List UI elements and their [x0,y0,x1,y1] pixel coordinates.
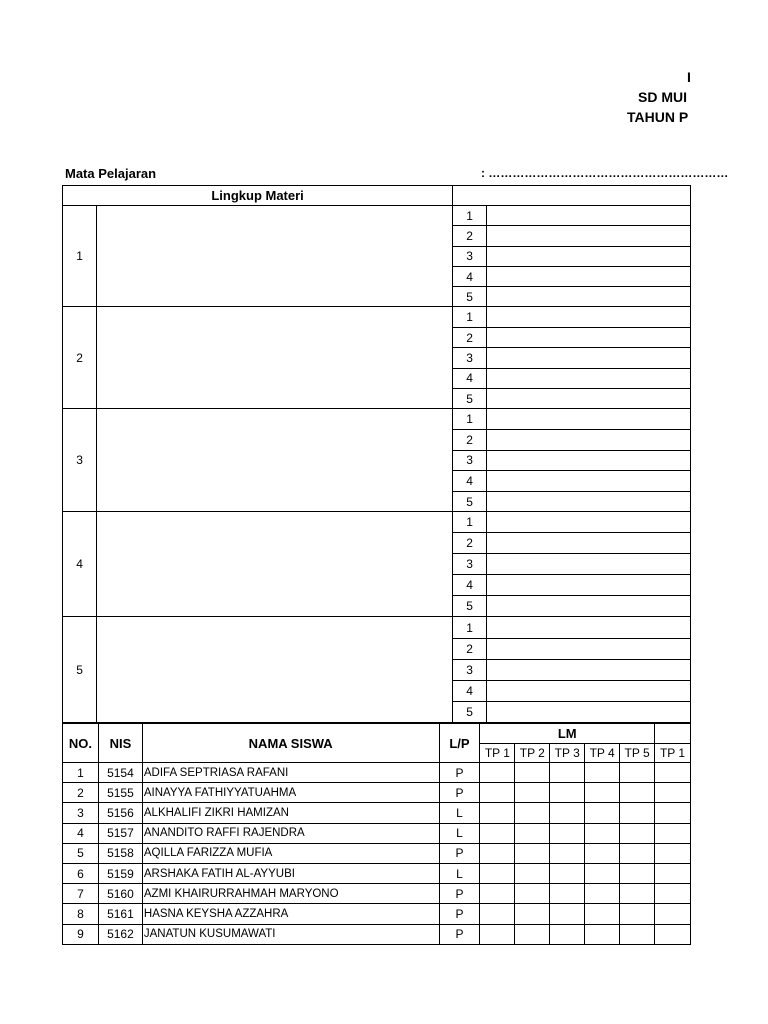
tujuan-pembelajaran-number: 1 [453,512,487,533]
tujuan-pembelajaran-number: 1 [453,617,487,638]
score-cell[interactable] [480,823,515,843]
student-row [63,863,691,883]
score-cell[interactable] [585,904,620,924]
student-row [63,924,691,944]
lingkup-materi-number: 1 [63,206,97,307]
score-cell[interactable] [515,803,550,823]
score-cell[interactable] [550,904,585,924]
student-nis: 5160 [98,884,142,904]
score-cell[interactable] [480,763,515,783]
student-nis: 5159 [98,863,142,883]
lingkup-materi-description-cell[interactable] [97,617,453,723]
score-cell[interactable] [550,803,585,823]
score-cell[interactable] [480,904,515,924]
score-cell[interactable] [620,763,655,783]
lingkup-materi-description-cell[interactable] [97,512,453,617]
score-cell[interactable] [480,884,515,904]
header-tp: TP 1 [480,744,515,763]
score-cell[interactable] [480,924,515,944]
student-row [63,904,691,924]
tujuan-pembelajaran-number: 3 [453,450,487,471]
score-cell[interactable] [655,783,691,803]
score-cell[interactable] [515,884,550,904]
lingkup-materi-number: 4 [63,512,97,617]
score-cell[interactable] [620,904,655,924]
student-no: 9 [63,924,99,944]
student-nis: 5158 [98,843,142,863]
tujuan-pembelajaran-number: 1 [453,206,487,226]
subject-value[interactable]: : …………………………………………………… [481,166,729,180]
lingkup-materi-description-cell[interactable] [97,409,453,512]
score-cell[interactable] [620,823,655,843]
student-no: 4 [63,823,99,843]
student-no: 1 [63,763,99,783]
student-row [63,783,691,803]
score-cell[interactable] [480,863,515,883]
tujuan-pembelajaran-number: 4 [453,575,487,596]
header-lm: LM [480,724,655,744]
score-cell[interactable] [620,884,655,904]
student-nis: 5156 [98,803,142,823]
student-gender: P [439,763,480,783]
score-cell[interactable] [655,924,691,944]
tujuan-pembelajaran-cell[interactable] [487,512,691,533]
student-gender: L [439,823,480,843]
student-nis: 5157 [98,823,142,843]
lingkup-materi-header-blank [453,186,691,206]
score-cell[interactable] [655,884,691,904]
lingkup-materi-number: 3 [63,409,97,512]
score-cell[interactable] [515,904,550,924]
student-name: AINAYYA FATHIYYATUAHMA [142,783,439,803]
score-cell[interactable] [655,863,691,883]
score-cell[interactable] [655,904,691,924]
score-cell[interactable] [585,863,620,883]
tujuan-pembelajaran-cell[interactable] [487,638,691,659]
student-name: JANATUN KUSUMAWATI [142,924,439,944]
tujuan-pembelajaran-number: 2 [453,533,487,554]
tujuan-pembelajaran-cell[interactable] [487,617,691,638]
student-name: ALKHALIFI ZIKRI HAMIZAN [142,803,439,823]
student-no: 2 [63,783,99,803]
score-cell[interactable] [655,763,691,783]
header-nama-siswa: NAMA SISWA [142,724,439,763]
tujuan-pembelajaran-number: 5 [453,491,487,512]
tujuan-pembelajaran-cell[interactable] [487,327,691,347]
header-tp: TP 3 [550,744,585,763]
lingkup-materi-number: 2 [63,307,97,409]
tujuan-pembelajaran-cell[interactable] [487,266,691,286]
tujuan-pembelajaran-cell[interactable] [487,409,691,430]
score-cell[interactable] [515,823,550,843]
student-no: 3 [63,803,99,823]
student-name: AQILLA FARIZZA MUFIA [142,843,439,863]
tujuan-pembelajaran-number: 1 [453,307,487,327]
lingkup-materi-row [63,409,691,430]
score-cell[interactable] [620,863,655,883]
lingkup-materi-row [63,512,691,533]
tujuan-pembelajaran-cell[interactable] [487,226,691,246]
score-cell[interactable] [480,803,515,823]
student-gender: P [439,843,480,863]
tujuan-pembelajaran-number: 5 [453,596,487,617]
lingkup-materi-number: 5 [63,617,97,723]
tujuan-pembelajaran-number: 4 [453,680,487,701]
tujuan-pembelajaran-cell[interactable] [487,206,691,226]
student-nis: 5155 [98,783,142,803]
lingkup-materi-description-cell[interactable] [97,307,453,409]
score-cell[interactable] [585,823,620,843]
tujuan-pembelajaran-number: 5 [453,702,487,723]
score-cell[interactable] [585,783,620,803]
tujuan-pembelajaran-cell[interactable] [487,307,691,327]
tujuan-pembelajaran-cell[interactable] [487,554,691,575]
tujuan-pembelajaran-number: 4 [453,368,487,388]
score-cell[interactable] [655,843,691,863]
student-row [63,884,691,904]
student-no: 8 [63,904,99,924]
student-row [63,823,691,843]
student-row [63,803,691,823]
student-gender: P [439,924,480,944]
score-cell[interactable] [550,823,585,843]
student-name: ANANDITO RAFFI RAJENDRA [142,823,439,843]
student-no: 6 [63,863,99,883]
tujuan-pembelajaran-cell[interactable] [487,702,691,723]
student-no: 7 [63,884,99,904]
tujuan-pembelajaran-cell[interactable] [487,533,691,554]
score-cell[interactable] [620,924,655,944]
student-name: AZMI KHAIRURRAHMAH MARYONO [142,884,439,904]
student-row [63,843,691,863]
tujuan-pembelajaran-number: 2 [453,638,487,659]
tujuan-pembelajaran-number: 5 [453,287,487,307]
tujuan-pembelajaran-number: 2 [453,430,487,451]
score-cell[interactable] [550,924,585,944]
student-name: ARSHAKA FATIH AL-AYYUBI [142,863,439,883]
score-cell[interactable] [550,863,585,883]
header-lp: L/P [439,724,480,763]
tujuan-pembelajaran-cell[interactable] [487,287,691,307]
school-name: SD MUI [638,89,687,105]
student-nis: 5162 [98,924,142,944]
header-nis: NIS [98,724,142,763]
title-line-1: I [687,69,691,85]
tujuan-pembelajaran-number: 3 [453,348,487,368]
student-no: 5 [63,843,99,863]
score-cell[interactable] [585,924,620,944]
score-cell[interactable] [550,783,585,803]
tujuan-pembelajaran-cell[interactable] [487,680,691,701]
header-lm-next [655,724,691,744]
student-nis: 5154 [98,763,142,783]
score-cell[interactable] [620,843,655,863]
score-cell[interactable] [620,783,655,803]
tujuan-pembelajaran-cell[interactable] [487,659,691,680]
score-cell[interactable] [655,803,691,823]
student-gender: P [439,783,480,803]
student-gender: L [439,863,480,883]
score-cell[interactable] [515,763,550,783]
student-gender: L [439,803,480,823]
student-gender: P [439,904,480,924]
score-cell[interactable] [515,863,550,883]
tujuan-pembelajaran-number: 2 [453,327,487,347]
student-nis: 5161 [98,904,142,924]
tujuan-pembelajaran-number: 1 [453,409,487,430]
score-cell[interactable] [655,823,691,843]
score-cell[interactable] [585,884,620,904]
lingkup-materi-row [63,206,691,226]
lingkup-materi-header: Lingkup Materi [63,186,453,206]
tujuan-pembelajaran-number: 5 [453,389,487,409]
score-cell[interactable] [480,783,515,803]
tujuan-pembelajaran-number: 2 [453,226,487,246]
student-table [62,723,691,945]
tujuan-pembelajaran-cell[interactable] [487,430,691,451]
subject-label: Mata Pelajaran [65,166,157,181]
header-tp: TP 1 [655,744,691,763]
student-name: ADIFA SEPTRIASA RAFANI [142,763,439,783]
tujuan-pembelajaran-number: 3 [453,554,487,575]
student-gender: P [439,884,480,904]
header-tp: TP 2 [515,744,550,763]
lingkup-materi-table [62,185,691,723]
lingkup-materi-row [63,617,691,638]
academic-year: TAHUN P [627,109,689,125]
header-no: NO. [63,724,99,763]
score-cell[interactable] [515,783,550,803]
score-cell[interactable] [585,803,620,823]
tujuan-pembelajaran-cell[interactable] [487,389,691,409]
tujuan-pembelajaran-cell[interactable] [487,450,691,471]
tujuan-pembelajaran-number: 4 [453,266,487,286]
student-row [63,763,691,783]
score-cell[interactable] [480,843,515,863]
tujuan-pembelajaran-cell[interactable] [487,575,691,596]
lingkup-materi-description-cell[interactable] [97,206,453,307]
tujuan-pembelajaran-number: 4 [453,471,487,492]
lingkup-materi-row [63,307,691,327]
score-cell[interactable] [550,843,585,863]
tujuan-pembelajaran-cell[interactable] [487,368,691,388]
tujuan-pembelajaran-cell[interactable] [487,348,691,368]
score-cell[interactable] [550,884,585,904]
score-cell[interactable] [585,763,620,783]
tujuan-pembelajaran-cell[interactable] [487,246,691,266]
tujuan-pembelajaran-cell[interactable] [487,491,691,512]
tujuan-pembelajaran-number: 3 [453,659,487,680]
score-cell[interactable] [515,843,550,863]
header-tp: TP 4 [585,744,620,763]
score-cell[interactable] [620,803,655,823]
score-cell[interactable] [550,763,585,783]
score-cell[interactable] [585,843,620,863]
tujuan-pembelajaran-cell[interactable] [487,596,691,617]
tujuan-pembelajaran-number: 3 [453,246,487,266]
score-cell[interactable] [515,924,550,944]
student-name: HASNA KEYSHA AZZAHRA [142,904,439,924]
tujuan-pembelajaran-cell[interactable] [487,471,691,492]
header-tp: TP 5 [620,744,655,763]
